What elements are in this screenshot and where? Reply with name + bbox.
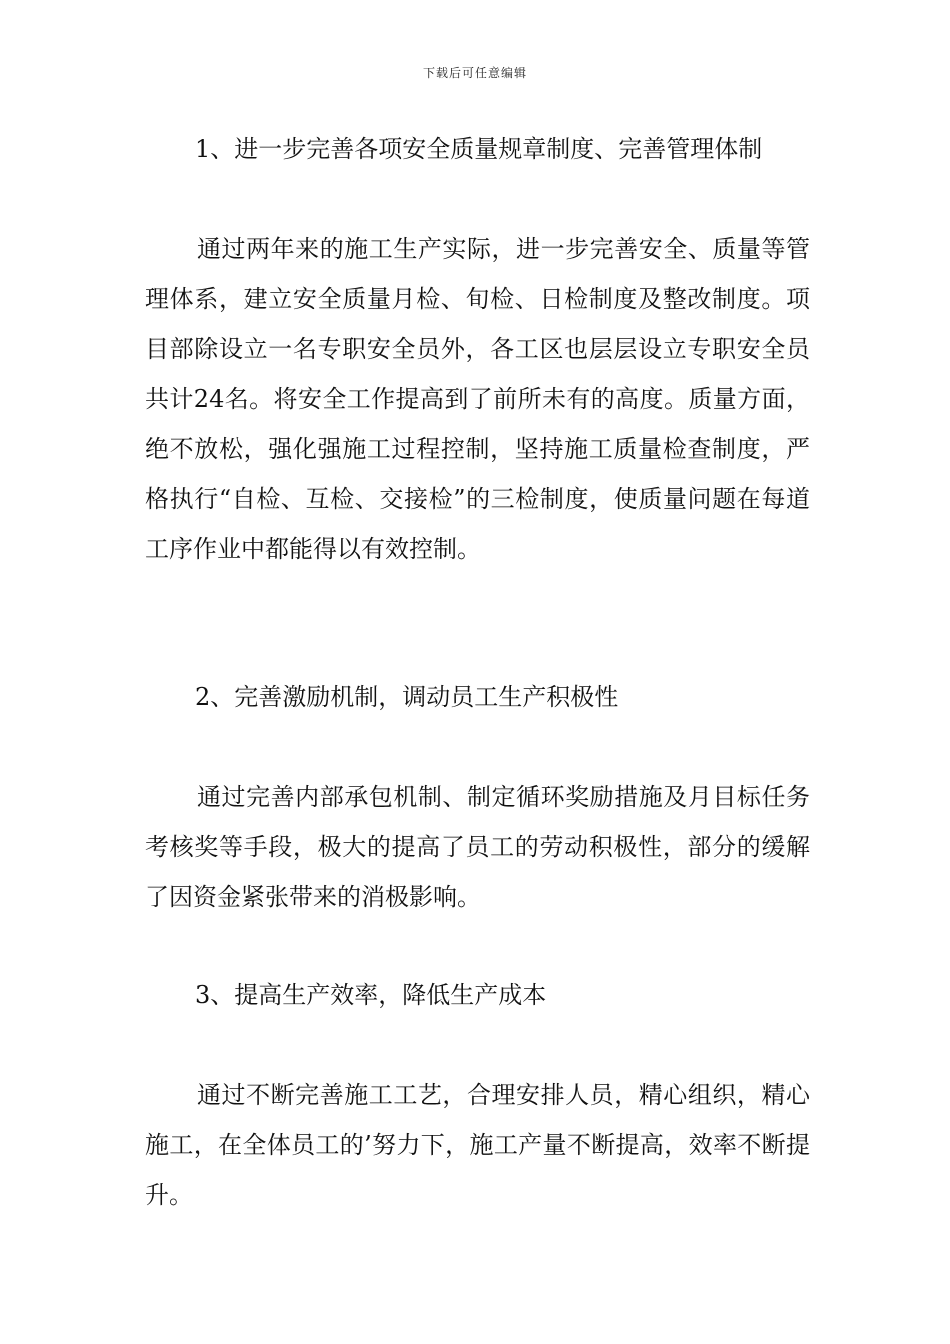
section-heading-2: 2、完善激励机制，调动员工生产积极性 — [195, 683, 619, 711]
section-paragraph-3: 通过不断完善施工工艺，合理安排人员，精心组织，精心施工，在全体员工的’努力下，施工产量不断提高，效率不断提升。 — [145, 1081, 810, 1209]
section-heading-3: 3、提高生产效率，降低生产成本 — [195, 981, 547, 1009]
section-paragraph-2: 通过完善内部承包机制、制定循环奖励措施及月目标任务考核奖等手段，极大的提高了员工的劳动积极性，部分的缓解了因资金紧张带来的消极影响。 — [145, 783, 810, 911]
section-heading-1: 1、进一步完善各项安全质量规章制度、完善管理体制 — [195, 135, 763, 163]
section-paragraph-1: 通过两年来的施工生产实际，进一步完善安全、质量等管理体系，建立安全质量月检、旬检、日检制度及整改制度。项目部除设立一名专职安全员外，各工区也层层设立专职安全员共计24名。将安全工作提高到了前所未有的高度。质量方面，绝不放松，强化强施工过程控制，坚持施工质量检查制度，严格执行“自检、互检、交接检”的三检制度，使质量问题在每道工序作业中都能得以有效控制。 — [145, 235, 810, 563]
download-editable-note: 下载后可任意编辑 — [422, 66, 527, 80]
